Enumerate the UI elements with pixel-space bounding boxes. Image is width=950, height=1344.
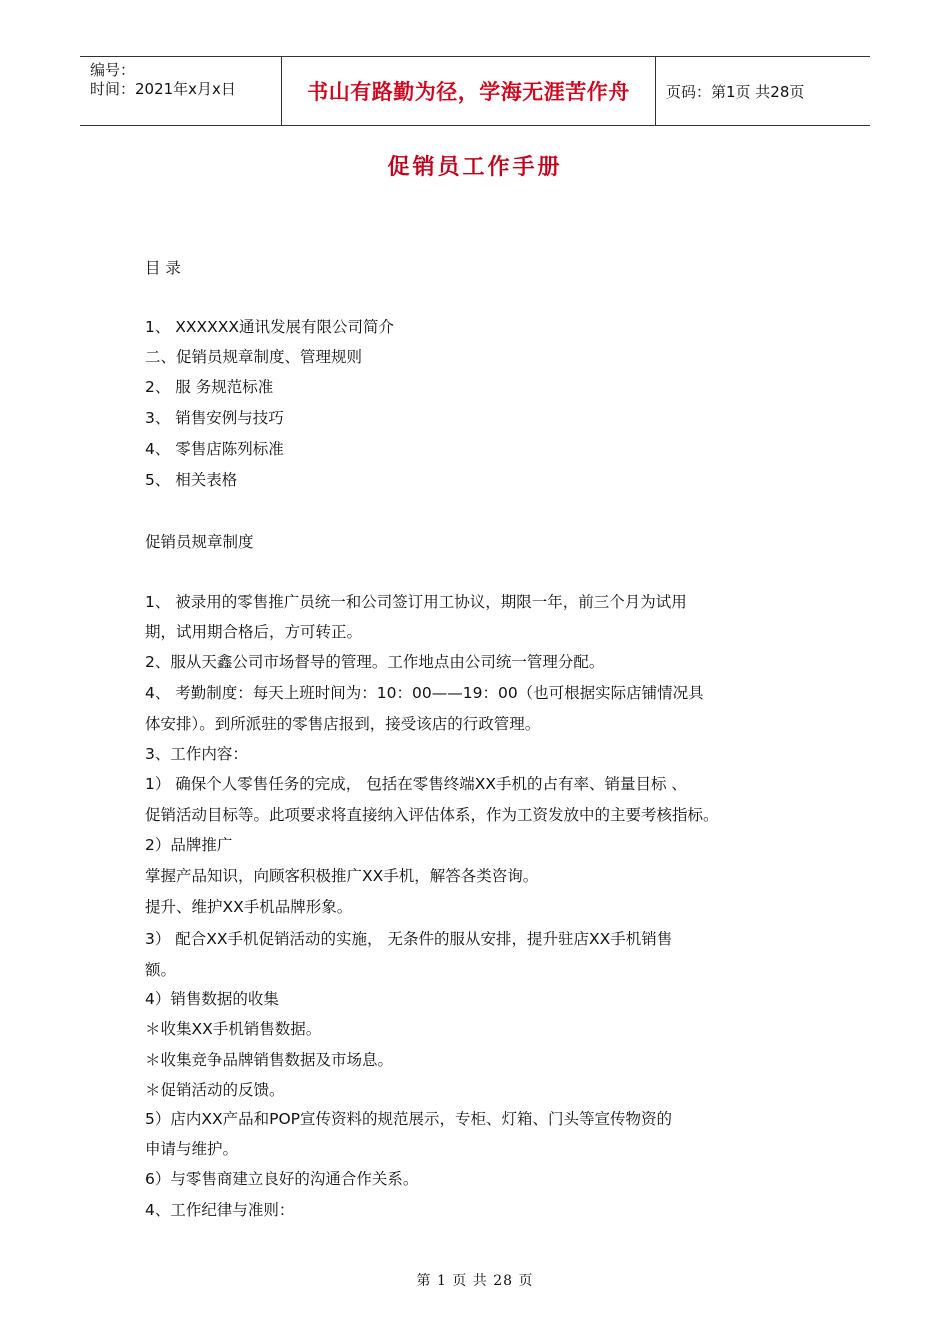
paragraph-line: 促销活动目标等。此项要求将直接纳入评估体系，作为工资发放中的主要考核指标。 — [145, 806, 719, 824]
page-footer: 第 1 页 共 28 页 — [416, 1273, 534, 1289]
toc-item: 3、 销售安例与技巧 — [145, 409, 284, 427]
paragraph-line: 额。 — [145, 961, 177, 979]
paragraph-line: 4、 考勤制度：每天上班时间为：10：00——19：00（也可根据实际店铺情况具 — [145, 684, 704, 702]
paragraph-line: 1、 被录用的零售推广员统一和公司签订用工协议，期限一年，前三个月为试用 — [145, 593, 687, 611]
toc-item: 2、 服 务规范标准 — [145, 378, 274, 396]
header-page-cell — [656, 57, 870, 125]
header-page-info: 页码：第1页 共28页 — [666, 82, 805, 101]
toc-heading: 目 录 — [145, 259, 181, 277]
paragraph-line: ＊收集竞争品牌销售数据及市场息。 — [145, 1051, 394, 1069]
toc-item: 1、 XXXXXX通讯发展有限公司简介 — [145, 318, 394, 336]
paragraph-line: 1） 确保个人零售任务的完成， 包括在零售终端XX手机的占有率、销量目标 、 — [145, 775, 687, 793]
paragraph-line: 6）与零售商建立良好的沟通合作关系。 — [145, 1170, 419, 1188]
paragraph-line: 期，试用期合格后，方可转正。 — [145, 623, 363, 641]
toc-item: 5、 相关表格 — [145, 471, 238, 489]
toc-item: 二、促销员规章制度、管理规则 — [145, 348, 363, 366]
toc-item: 4、 零售店陈列标准 — [145, 440, 284, 458]
paragraph-line: 2）品牌推广 — [145, 836, 233, 854]
paragraph-line: 提升、维护XX手机品牌形象。 — [145, 898, 353, 916]
section-heading: 促销员规章制度 — [145, 533, 254, 551]
paragraph-line: 体安排）。到所派驻的零售店报到，接受该店的行政管理。 — [145, 715, 541, 733]
paragraph-line: 4）销售数据的收集 — [145, 990, 279, 1008]
paragraph-line: 5）店内XX产品和POP宣传资料的规范展示，专柜、灯箱、门头等宣传物资的 — [145, 1110, 672, 1128]
paragraph-line: 4、工作纪律与准则： — [145, 1201, 295, 1219]
header-motto-cell — [282, 57, 656, 125]
paragraph-line: 掌握产品知识，向顾客积极推广XX手机，解答各类咨询。 — [145, 867, 539, 885]
paragraph-line: 申请与维护。 — [145, 1140, 239, 1158]
paragraph-line: 2、服从天鑫公司市场督导的管理。工作地点由公司统一管理分配。 — [145, 653, 605, 671]
document-time-label: 时间：2021年x月x日 — [90, 80, 236, 98]
header-table — [80, 56, 870, 126]
document-number-label: 编号： — [90, 61, 136, 79]
document-title: 促销员工作手册 — [387, 155, 563, 180]
paragraph-line: 3） 配合XX手机促销活动的实施， 无条件的服从安排，提升驻店XX手机销售 — [145, 930, 673, 948]
paragraph-line: ＊促销活动的反馈。 — [145, 1081, 285, 1099]
paragraph-line: ＊收集XX手机销售数据。 — [145, 1020, 322, 1038]
paragraph-line: 3、工作内容： — [145, 745, 248, 763]
header-meta-cell — [80, 57, 282, 125]
header-motto: 书山有路勤为径，学海无涯苦作舟 — [307, 80, 630, 104]
